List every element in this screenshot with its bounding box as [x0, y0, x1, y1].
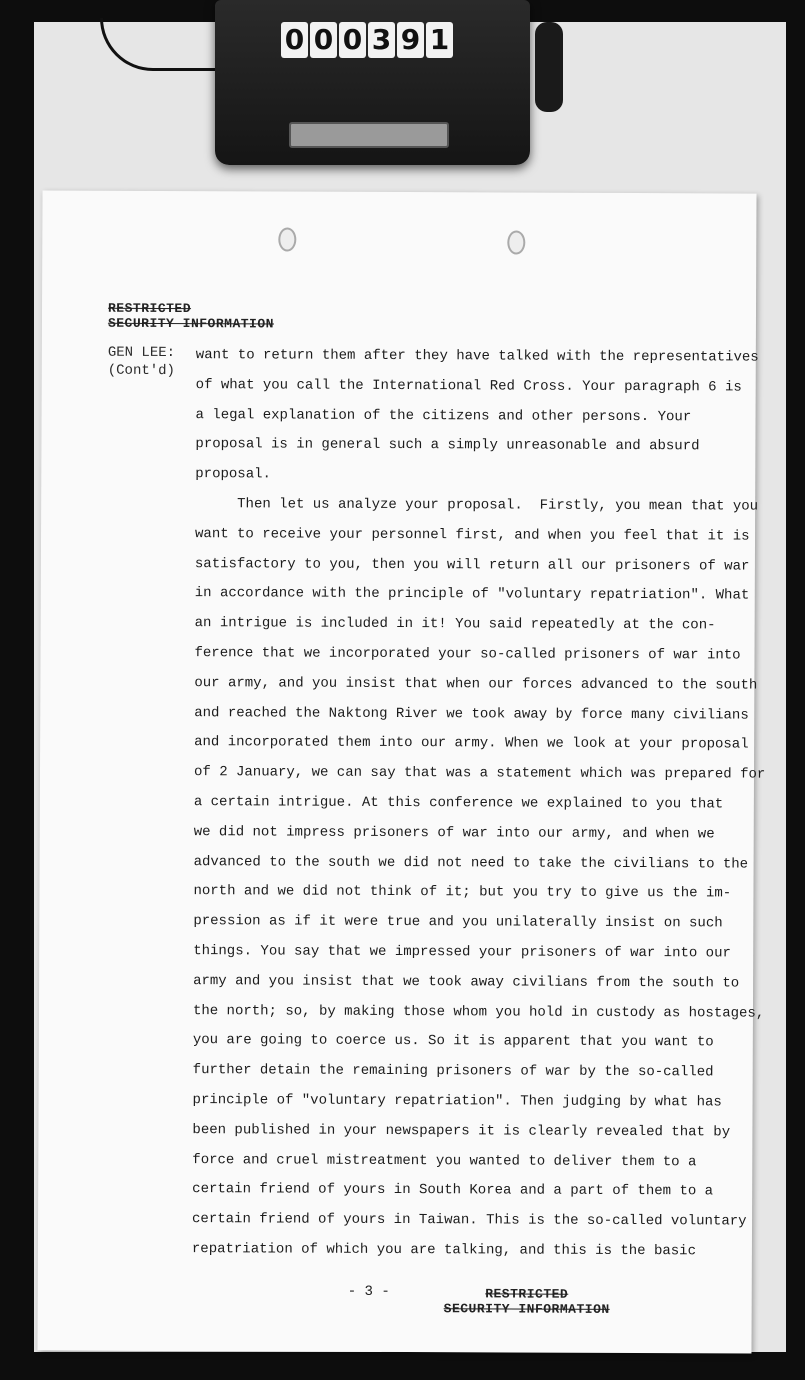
counter-digit: 0 [281, 22, 308, 58]
text-line: repatriation of which you are talking, and this is the basic [191, 1241, 697, 1260]
text-line: of what you call the International Red Cross. Your paragraph 6 is [195, 376, 742, 396]
text-line: pression as if it were true and you unilaterally insist on such [193, 913, 723, 932]
punch-hole-right [507, 230, 525, 254]
text-line: further detain the remaining prisoners of war by the so-called [192, 1062, 714, 1081]
text-line: things. You say that we impressed your prisoners of war into our [193, 943, 731, 962]
text-line: certain friend of yours in Taiwan. This is the so-called voluntary [192, 1211, 747, 1230]
text-line: satisfactory to you, then you will return all our prisoners of war [194, 555, 750, 575]
counter-plate [289, 122, 449, 148]
counter-knob [535, 22, 563, 112]
counter-digit: 0 [339, 22, 366, 58]
footer-stamp-line-1: RESTRICTED [485, 1286, 569, 1302]
text-line: want to return them after they have talked with the representatives [195, 347, 759, 366]
transcript-body [191, 341, 766, 1267]
text-line: principle of "voluntary repatriation". Then judging by what has [192, 1092, 722, 1111]
text-line: proposal. [195, 466, 271, 483]
speaker-name: GEN LEE: [107, 344, 176, 362]
text-line: army and you insist that we took away civilians from the south to [193, 972, 740, 992]
text-line: want to receive your personnel first, and when you feel that it is [195, 525, 750, 545]
text-line: a legal explanation of the citizens and other persons. Your [195, 406, 692, 425]
counter-digit: 1 [426, 22, 453, 58]
punch-hole-left [278, 227, 296, 251]
text-line: ference that we incorporated your so-called prisoners of war into [194, 645, 741, 664]
frame-counter [215, 0, 530, 165]
speaker-continued: (Cont'd) [107, 362, 176, 380]
text-line: Then let us analyze your proposal. Firstly, you mean that you [195, 496, 759, 515]
counter-digits [281, 22, 453, 58]
text-line: you are going to coerce us. So it is apparent that you want to [192, 1032, 714, 1051]
counter-digit: 9 [397, 22, 424, 58]
text-line: north and we did not think of it; but you try to give us the im- [193, 883, 732, 902]
text-line: a certain intrigue. At this conference we explained to you that [193, 794, 724, 813]
footer-stamp-line-2: SECURITY INFORMATION [443, 1301, 610, 1317]
counter-digit: 0 [310, 22, 337, 58]
text-line: certain friend of yours in South Korea and a part of them to a [192, 1181, 714, 1200]
footer-stamp [444, 1286, 610, 1317]
text-line: and incorporated them into our army. When we look at your proposal [194, 734, 749, 753]
speaker-label [108, 344, 175, 380]
page-number: - 3 - [347, 1283, 390, 1300]
text-line: an intrigue is included in it! You said repeatedly at the con- [194, 615, 716, 634]
document-page [37, 190, 766, 1353]
text-line: our army, and you insist that when our forces advanced to the south [194, 674, 758, 694]
text-line: proposal is in general such a simply unreasonable and absurd [195, 436, 700, 455]
header-stamp [108, 301, 274, 332]
text-line: of 2 January, we can say that was a statement which was prepared for [193, 764, 766, 783]
text-line: been published in your newspapers it is clearly revealed that by [192, 1121, 731, 1141]
counter-digit: 3 [368, 22, 395, 58]
text-line: we did not impress prisoners of war into our army, and when we [193, 823, 715, 843]
text-line: force and cruel mistreatment you wanted to deliver them to a [192, 1151, 697, 1170]
text-line: in accordance with the principle of "voluntary repatriation". What [194, 585, 750, 604]
text-line: advanced to the south we did not need to take the civilians to the [193, 853, 749, 873]
header-stamp-line-2: SECURITY INFORMATION [107, 315, 275, 332]
header-stamp-line-1: RESTRICTED [107, 300, 192, 317]
text-line: the north; so, by making those whom you hold in custody as hostages, [192, 1002, 765, 1022]
text-line: and reached the Naktong River we took away by force many civilians [194, 704, 749, 724]
